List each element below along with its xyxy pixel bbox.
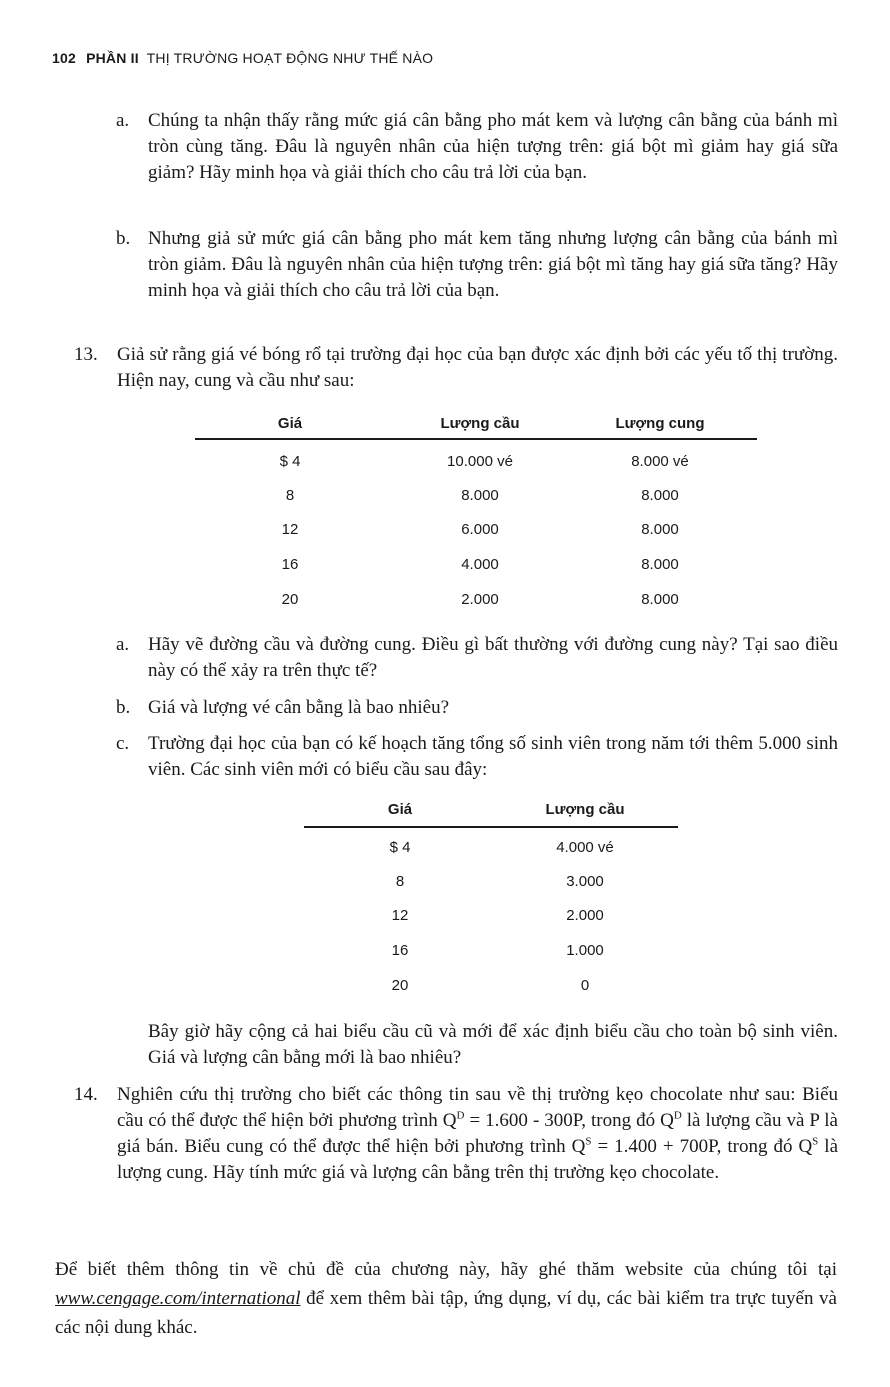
table1-cell: 8.000 vé: [631, 453, 689, 470]
q14-text-part: Nghiên cứu thị trường cho biết các thông tin sau về thị trường kẹo chocolate như sau: Biểu cầu có thể được thể hiện bởi phương trình Q: [117, 1084, 838, 1131]
chapter-footer-note: [55, 1255, 837, 1342]
q13-a-text: Hãy vẽ đường cầu và đường cung. Điều gì bất thường với đường cung này? Tại sao điều này có thể xảy ra trên thực tế?: [148, 634, 838, 681]
table2-cell: 1.000: [566, 942, 604, 959]
table1-cell: 8.000: [641, 487, 679, 504]
table1-cell: 10.000 vé: [447, 453, 513, 470]
q14-text: [117, 1082, 838, 1186]
q14-sup-d: D: [456, 1109, 465, 1122]
table2-cell: 16: [391, 942, 409, 959]
q13-c-label: c.: [116, 733, 130, 754]
q14-text-part: là lượng cung. Hãy tính mức giá và lượng cân bằng trên thị trường kẹo chocolate.: [117, 1136, 839, 1183]
chapter-title: THỊ TRƯỜNG HOẠT ĐỘNG NHƯ THẾ NÀO: [146, 50, 434, 66]
q14-number: 14.: [74, 1084, 98, 1105]
q13-after-text: Bây giờ hãy cộng cả hai biểu cầu cũ và mới để xác định biểu cầu cho toàn bộ sinh viên. Giá và lượng cân bằng mới là bao nhiêu?: [148, 1021, 838, 1068]
table2-header-rule: [304, 826, 678, 828]
table2-cell: 0: [580, 977, 590, 994]
table1-cell: 8.000: [461, 487, 499, 504]
table1-cell: 16: [281, 556, 299, 573]
running-header: [52, 50, 433, 66]
page-number: 102: [52, 50, 76, 66]
q14-text-part: = 1.600 - 300P, trong đó Q: [464, 1110, 674, 1131]
table2-cell: $ 4: [389, 839, 411, 856]
table1-header-price: Giá: [277, 415, 303, 432]
table1-cell: 4.000: [461, 556, 499, 573]
q13-number: 13.: [74, 344, 98, 365]
q13-b-label: b.: [116, 697, 131, 718]
table1-cell: 2.000: [461, 591, 499, 608]
table1-cell: 6.000: [461, 521, 499, 538]
table1-cell: 8.000: [641, 556, 679, 573]
table1-cell: 20: [281, 591, 299, 608]
q12-b-text: Nhưng giả sử mức giá cân bằng pho mát kem tăng nhưng lượng cân bằng của bánh mì tròn giảm. Đâu là nguyên nhân của hiện tượng trên: giá bột mì tăng hay giá sữa tăng? Hãy minh họa và giải thích cho câu trả lời của bạn.: [148, 228, 838, 301]
table1-cell: 8.000: [641, 591, 679, 608]
table1-header-rule: [195, 438, 757, 440]
table1-cell: 8: [285, 487, 295, 504]
website-link[interactable]: www.cengage.com/international: [55, 1288, 301, 1309]
table1-cell: 8.000: [641, 521, 679, 538]
q14-sup-s: S: [585, 1135, 592, 1148]
table1-cell: 12: [281, 521, 299, 538]
q12-a-text: Chúng ta nhận thấy rằng mức giá cân bằng pho mát kem và lượng cân bằng của bánh mì tròn cùng tăng. Đâu là nguyên nhân của hiện tượng trên: giá bột mì giảm hay giá sữa giảm? Hãy minh họa và giải thích cho câu trả lời của bạn.: [148, 110, 838, 183]
table2-cell: 4.000 vé: [556, 839, 614, 856]
table1-header-supply: Lượng cung: [615, 415, 705, 432]
q13-text: Giả sử rằng giá vé bóng rổ tại trường đại học của bạn được xác định bởi các yếu tố thị trường. Hiện nay, cung và cầu như sau:: [117, 344, 838, 391]
footer-text: Để biết thêm thông tin về chủ đề của chương này, hãy ghé thăm website của chúng tôi tại: [55, 1259, 837, 1280]
table1-cell: $ 4: [279, 453, 301, 470]
q14-text-part: là lượng cầu và P là giá bán. Biểu cung có thể được thể hiện bởi phương trình Q: [117, 1110, 838, 1157]
q14-sup-s: S: [812, 1135, 819, 1148]
q13-c-text: Trường đại học của bạn có kế hoạch tăng tổng số sinh viên trong năm tới thêm 5.000 sinh viên. Các sinh viên mới có biểu cầu sau đây:: [148, 733, 838, 780]
q12-a-label: a.: [116, 110, 130, 131]
q13-a-label: a.: [116, 634, 130, 655]
q12-b-label: b.: [116, 228, 131, 249]
q14-sup-d: D: [673, 1109, 682, 1122]
table2-cell: 3.000: [566, 873, 604, 890]
q13-b-text: Giá và lượng vé cân bằng là bao nhiêu?: [148, 697, 450, 718]
table2-header-demand: Lượng cầu: [545, 801, 625, 818]
table2-cell: 12: [391, 907, 409, 924]
part-label: PHẦN II: [86, 50, 139, 66]
table2-header-price: Giá: [387, 801, 413, 818]
q14-text-part: = 1.400 + 700P, trong đó Q: [591, 1136, 813, 1157]
footer-text: để xem thêm bài tập, ứng dụng, ví dụ, các bài kiểm tra trực tuyến và các nội dung khác.: [55, 1288, 837, 1338]
table1-header-demand: Lượng cầu: [440, 415, 520, 432]
table2-cell: 8: [395, 873, 405, 890]
table2-cell: 20: [391, 977, 409, 994]
table2-cell: 2.000: [566, 907, 604, 924]
